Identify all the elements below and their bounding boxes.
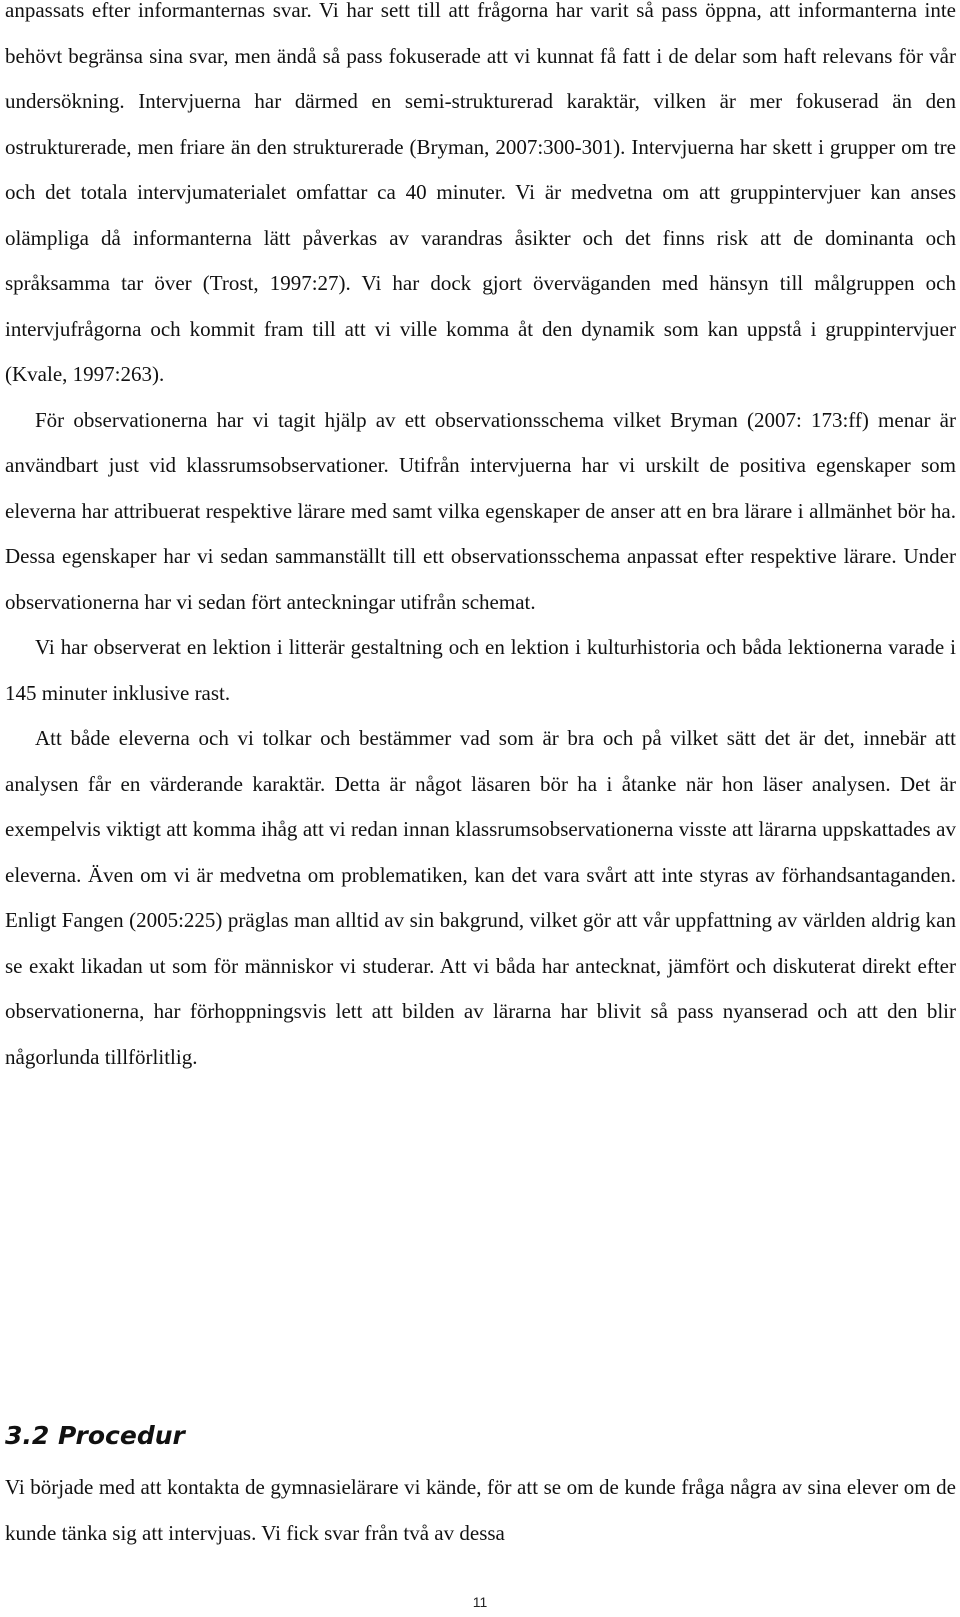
paragraph-interviews: anpassats efter informanternas svar. Vi har sett till att frågorna har varit så pass öppna, att informanterna inte behövt begränsa sina svar, men ändå så pass fokuserade att vi kunnat få fatt i de delar som haft relevans för vår undersökning. Intervjuerna har därmed en semi-strukturerad karaktär, vilken är mer fokuserad än den ostrukturerade, men friare än den strukturerade (Bryman, 2007:300-301). Intervjuerna har skett i grupper om tre och det totala intervjumaterialet omfattar ca 40 minuter. Vi är medvetna om att gruppintervjuer kan anses olämpliga då informanterna lätt påverkas av varandras åsikter och det finns risk att de dominanta och språksamma tar över (Trost, 1997:27). Vi har dock gjort överväganden med hänsyn till målgruppen och intervjufrågorna och kommit fram till att vi ville komma åt den dynamik som kan uppstå i gruppintervjuer (Kvale, 1997:263). — [5, 0, 956, 386]
section-heading: 3.2 Procedur — [5, 1421, 185, 1450]
body-text — [5, 0, 956, 1080]
paragraph-observations: För observationerna har vi tagit hjälp av ett observationsschema vilket Bryman (2007: 173:ff) menar är användbart just vid klassrumsobservationer. Utifrån intervjuerna har vi urskilt de positiva egenskaper som eleverna har attribuerat respektive lärare med samt vilka egenskaper de anser att en bra lärare i allmänhet bör ha. Dessa egenskaper har vi sedan sammanställt till ett observationsschema anpassat efter respektive lärare. Under observationerna har vi sedan fört anteckningar utifrån schemat. — [5, 407, 956, 614]
paragraph-analysis: Att både eleverna och vi tolkar och bestämmer vad som är bra och på vilket sätt det är det, innebär att analysen får en värderande karaktär. Detta är något läsaren bör ha i åtanke när hon läser analysen. Det är exempelvis viktigt att komma ihåg att vi redan innan klassrumsobservationerna visste att lärarna uppskattades av eleverna. Även om vi är medvetna om problematiken, kan det vara svårt att inte styras av förhandsantaganden. Enligt Fangen (2005:225) präglas man alltid av sin bakgrund, vilket gör att vår uppfattning av världen aldrig kan se exakt likadan ut som för människor vi studerar. Att vi båda har antecknat, jämfört och diskuterat direkt efter observationerna, har förhoppningsvis lett att bilden av lärarna har blivit så pass nyanserad och att den blir någorlunda tillförlitlig. — [5, 726, 956, 1069]
paragraph-procedur: Vi började med att kontakta de gymnasielärare vi kände, för att se om de kunde fråga några av sina elever om de kunde tänka sig att intervjuas. Vi fick svar från två av dessa — [5, 1475, 956, 1545]
section-body — [5, 1465, 956, 1556]
paragraph-lessons: Vi har observerat en lektion i litterär gestaltning och en lektion i kulturhistoria och båda lektionerna varade i 145 minuter inklusive rast. — [5, 635, 956, 705]
page-number: 11 — [472, 1594, 488, 1610]
